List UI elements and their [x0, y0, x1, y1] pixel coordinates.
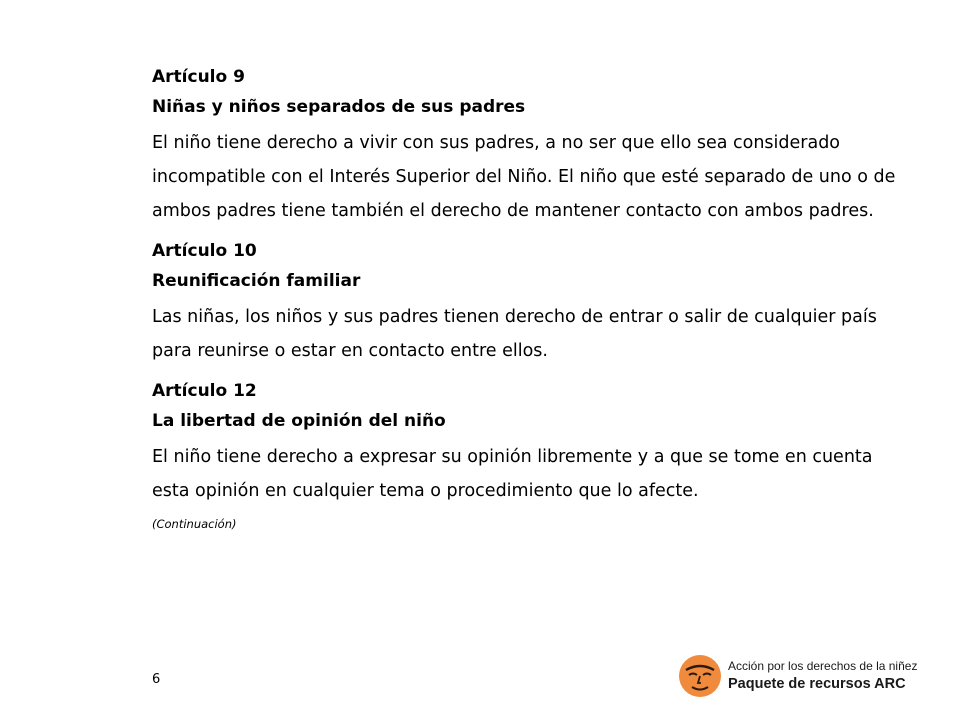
article-number: Artículo 10	[152, 241, 257, 261]
article-12	[152, 376, 897, 508]
logo-text	[728, 658, 917, 694]
article-body: El niño tiene derecho a expresar su opinión libremente y a que se tome en cuenta esta opinión en cualquier tema o procedimiento que lo afecte.	[152, 447, 873, 501]
article-title: Niñas y niños separados de sus padres	[152, 97, 526, 117]
arc-logo	[678, 654, 917, 698]
article-title: Reunificación familiar	[152, 271, 361, 291]
logo-title: Paquete de recursos ARC	[728, 676, 906, 692]
document-content	[152, 62, 897, 532]
continuation-note: (Continuación)	[152, 517, 237, 531]
article-number: Artículo 9	[152, 67, 245, 87]
arc-face-logo-icon	[678, 654, 722, 698]
article-number: Artículo 12	[152, 381, 257, 401]
article-9	[152, 62, 897, 228]
article-10	[152, 236, 897, 368]
article-body: El niño tiene derecho a vivir con sus padres, a no ser que ello sea considerado incompatible con el Interés Superior del Niño. El niño que esté separado de uno o de ambos padres tiene también el derecho de mantener contacto con ambos padres.	[152, 133, 896, 221]
article-body: Las niñas, los niños y sus padres tienen derecho de entrar o salir de cualquier país para reunirse o estar en contacto entre ellos.	[152, 307, 877, 361]
page-number: 6	[152, 672, 161, 687]
logo-tagline: Acción por los derechos de la niñez	[728, 659, 918, 673]
article-title: La libertad de opinión del niño	[152, 411, 446, 431]
